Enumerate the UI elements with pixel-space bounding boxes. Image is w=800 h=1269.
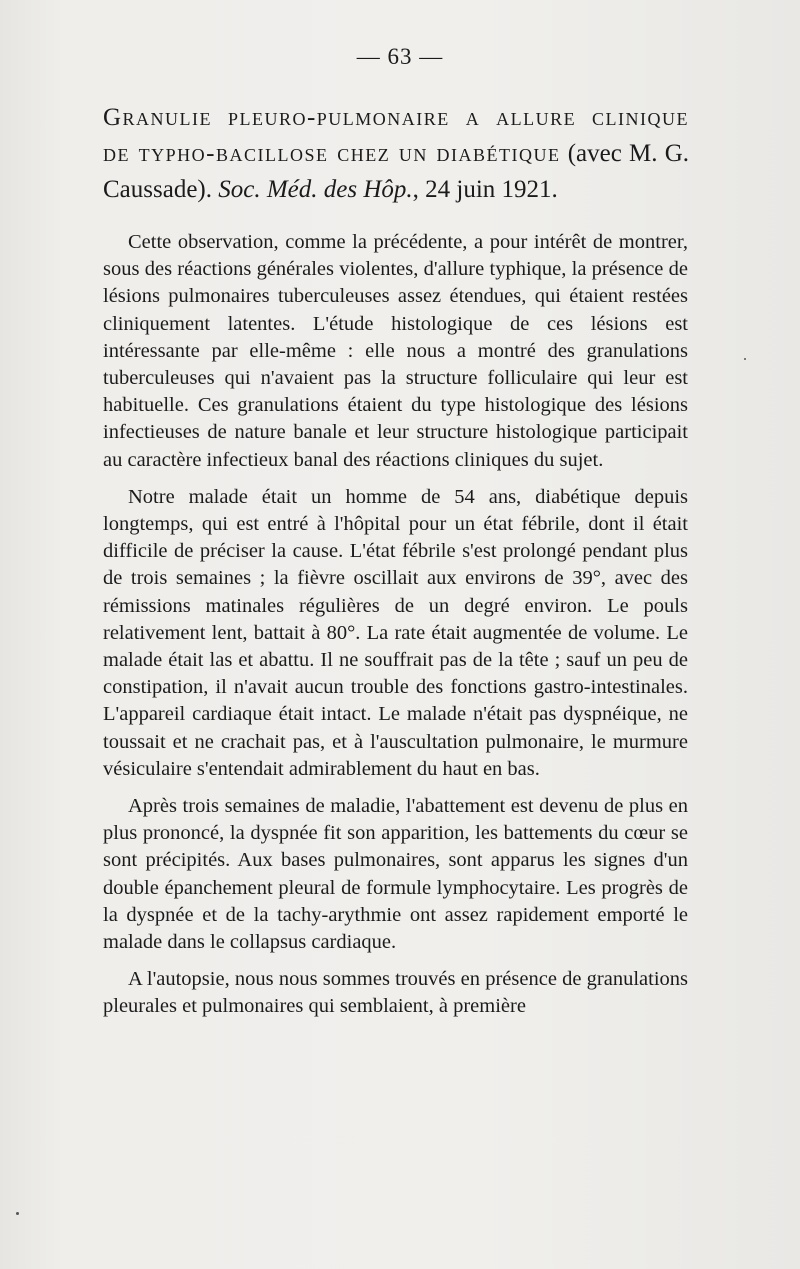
paragraph: Après trois semaines de maladie, l'abattement est devenu de plus en plus prononcé, la dyspnée fit son apparition, les battements du cœur se sont précipités. Aux bases pulmonaires, sont apparus les signes d'un double épanchement pleural de formule lymphocytaire. Les progrès de la dyspnée et de la tachy-arythmie ont assez rapidement emporté le malade dans le collapsus cardiaque.: [103, 795, 688, 954]
article-heading: [103, 100, 689, 208]
journal-name: Soc. Méd. des Hôp.: [218, 176, 413, 203]
paragraph: Cette observation, comme la précédente, a pour intérêt de montrer, sous des réactions générales violentes, d'allure typhique, la présence de lésions pulmonaires tuberculeuses assez étendues, qui étaient restées cliniquement latentes. L'étude histologique de ces lésions est intéressante par elle-même : elle nous a montré des granulations tuberculeuses qui n'avaient pas la structure folliculaire qui leur est habituelle. Ces granulations étaient du type histologique des lésions infectieuses de nature banale et leur structure histologique participait au caractère infectieux banal des réactions cliniques du sujet.: [103, 231, 688, 471]
paragraph: Notre malade était un homme de 54 ans, diabétique depuis longtemps, qui est entré à l'hôpital pour un état fébrile, dont il était difficile de préciser la cause. L'état fébrile s'est prolongé pendant plus de trois semaines ; la fièvre oscillait aux environs de 39°, avec des rémissions matinales régulières de un degré environ. Le pouls relativement lent, battait à 80°. La rate était augmentée de volume. Le malade était las et abattu. Il ne souffrait pas de la tête ; sauf un peu de constipation, il n'avait aucun trouble des fonctions gastro-intestinales. L'appareil cardiaque était intact. Le malade n'était pas dyspnéique, ne toussait et ne crachait pas, et à l'auscultation pulmonaire, le murmure vésiculaire s'entendait admirablement du haut en bas.: [103, 485, 688, 780]
article-body: [103, 229, 688, 1021]
publication-date: , 24 juin 1921.: [412, 176, 558, 203]
article-coauthor: (avec M. G. Caussade).: [103, 140, 689, 203]
article-title: Granulie pleuro-pulmonaire a allure clinique de typho-bacillose chez un diabétique: [103, 104, 689, 167]
paragraph: A l'autopsie, nous nous sommes trouvés en présence de granulations pleurales et pulmonaires qui semblaient, à première: [103, 968, 688, 1018]
page-number: — 63 —: [356, 44, 444, 69]
paper-speck: [16, 1212, 19, 1215]
paper-speck: [744, 358, 746, 360]
